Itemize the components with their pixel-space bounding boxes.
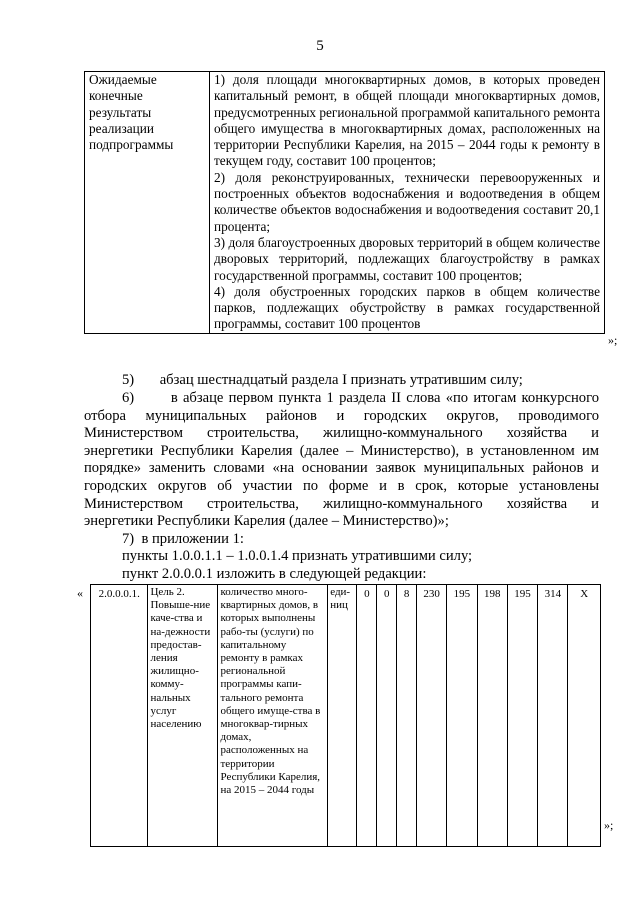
value-cell: 0 (377, 585, 397, 847)
result-item-3: 3) доля благоустроенных дворовых территорий в общем количестве дворовых территорий, подлежащих благоустройству в рамках государственной программы, составит 100 процентов; (214, 234, 600, 283)
paragraph-7: 7) в приложении 1: (122, 531, 244, 547)
value-cell: 314 (538, 585, 568, 847)
unit-text: еди-ниц (328, 585, 357, 847)
result-item-1: 1) доля площади многоквартирных домов, в которых проведен капитальный ремонт, в общей площади многоквартирных домов, предусмотренных региональной программой капитального ремонта общего имущества в многоквартирных домах, расположенных на территории Республики Карелия, на 2015 – 2044 годы к ремонту в текущем году, составит 100 процентов; (214, 72, 600, 169)
value-cell: 0 (357, 585, 377, 847)
results-items (210, 72, 605, 334)
value-cell: 195 (447, 585, 477, 847)
result-item-4: 4) доля обустроенных городских парков в общем количестве парков, подлежащих обустройству в рамках государственной программы, составит 100 процентов (214, 283, 600, 332)
results-label: Ожидаемые конечные результаты реализации подпрограммы (85, 72, 210, 334)
paragraph-5: 5) абзац шестнадцатый раздела I признать утратившим силу; (122, 372, 523, 388)
page-number: 5 (316, 38, 324, 54)
table1-closing-quote: »; (608, 333, 618, 347)
indicator-table (90, 584, 601, 847)
item-code: 2.0.0.0.1. (91, 585, 148, 847)
results-table (84, 71, 605, 334)
result-item-2: 2) доля реконструированных, технически перевооруженных и построенных объектов водоснабжения и водоотведения в общем количестве объектов водоснабжения и водоотведения составит 20,1 процента; (214, 169, 600, 234)
indicator-text: количество много-квартирных домов, в которых выполнены рабо-ты (услуги) по капитальному ремонту в рамках региональной программы капи-тального ремонта общего имуще-ства в многоквар-тирных домах, расположенных на территории Республики Карелия, на 2015 – 2044 годы (218, 585, 328, 847)
goal-text: Цель 2. Повыше-ние каче-ства и на-дежности предостав-ления жилищно-комму-нальных услуг населению (148, 585, 218, 847)
table2-opening-quote: « (77, 586, 83, 600)
value-cell: 8 (397, 585, 417, 847)
value-cell: 195 (507, 585, 537, 847)
value-cell: 198 (477, 585, 507, 847)
value-cell: Х (568, 585, 601, 847)
value-cell: 230 (416, 585, 446, 847)
paragraph-7a: пункты 1.0.0.1.1 – 1.0.0.1.4 признать утратившими силу; (122, 548, 473, 564)
paragraph-6: 6) в абзаце первом пункта 1 раздела II слова «по итогам конкурсного отбора муниципальных районов и городских округов, проводимого Министерством строительства, жилищно-коммунального хозяйства и энергетики Республики Карелия (далее – Министерство), в установленном им порядке» заменить словами «на основании заявок муниципальных районов и городских округов об участии по форме и в срок, которые установлены Министерством строительства, жилищно-коммунального хозяйства и энергетики Республики Карелия (далее – Министерство)»; (84, 390, 599, 530)
table2-closing-quote: »; (604, 818, 614, 832)
paragraph-7b: пункт 2.0.0.0.1 изложить в следующей редакции: (122, 566, 427, 582)
